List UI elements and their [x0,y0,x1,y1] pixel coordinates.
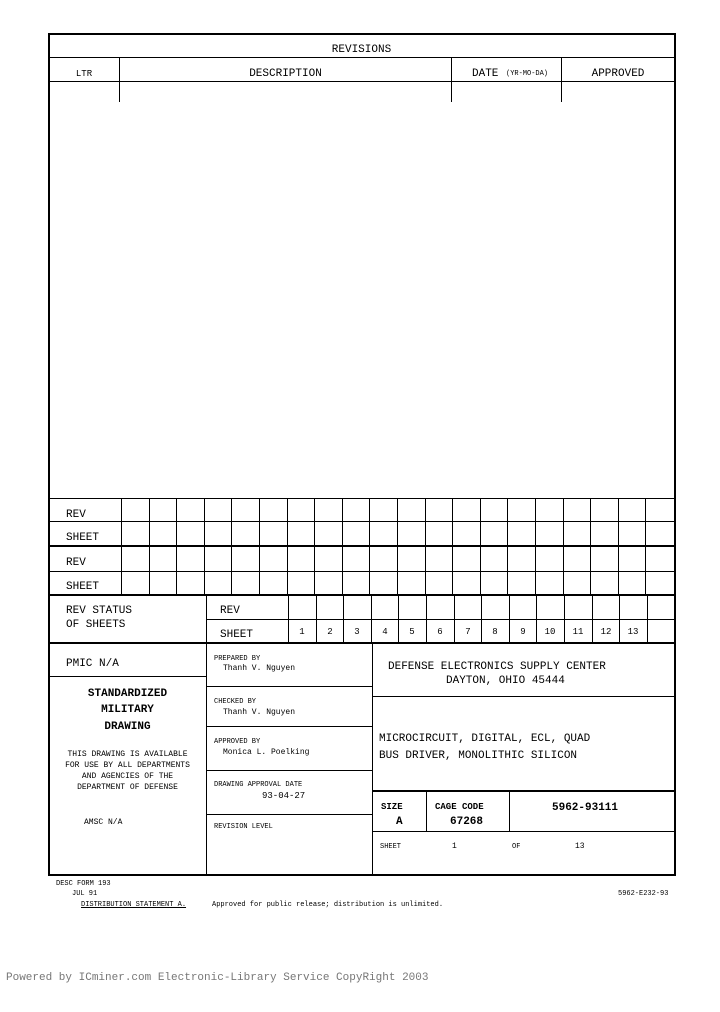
pmic-label: PMIC N/A [66,658,119,670]
approval-date-value: 93-04-27 [262,791,306,801]
of-label: OF [512,843,521,851]
rev-status-label: REV STATUS [66,605,133,617]
grid-column-rule [342,499,343,595]
col-approved-header: APPROVED [591,68,645,80]
cage-code-label: CAGE CODE [435,802,484,812]
status-sheet-number: 10 [544,627,556,637]
form-code: 5962-E232-93 [618,890,669,898]
prepared-by-name: Thanh V. Nguyen [223,664,296,673]
status-sheet-number: 4 [382,627,388,637]
drawing-number: 5962-93111 [552,802,619,814]
availability-text: FOR USE BY ALL DEPARTMENTS [65,761,190,770]
availability-text: THIS DRAWING IS AVAILABLE [67,750,188,759]
revisions-title: REVISIONS [331,44,392,56]
grid-column-rule [121,499,122,595]
size-label: SIZE [381,802,403,812]
standardized-title: STANDARDIZED [87,688,168,700]
sheet-label: SHEET [380,843,402,851]
status-sheet-number: 11 [572,627,584,637]
grid-column-rule [149,499,150,595]
status-sheet-label: SHEET [220,629,254,641]
status-sheet-number: 2 [327,627,333,637]
grid-column-rule [535,499,536,595]
grid-column-rule [314,499,315,595]
grid-column-rule [618,499,619,595]
grid-column-rule [369,499,370,595]
grid-column-rule [563,499,564,595]
grid-column-rule [425,499,426,595]
status-sheet-number: 13 [627,627,639,637]
status-sheet-number: 6 [437,627,443,637]
grid-row-label: REV [66,509,86,521]
grid-column-rule [231,499,232,595]
approval-date-label: DRAWING APPROVAL DATE [214,781,303,789]
distribution-label: DISTRIBUTION STATEMENT A. [81,901,187,909]
form-number: DESC FORM 193 [56,880,111,888]
grid-column-rule [452,499,453,595]
prepared-by-label: PREPARED BY [214,655,261,663]
distribution-text: Approved for public release; distribution is unlimited. [212,901,444,909]
status-sheet-number: 3 [354,627,360,637]
drawing-title-line: MICROCIRCUIT, DIGITAL, ECL, QUAD [379,733,591,745]
grid-column-rule [176,499,177,595]
grid-column-rule [287,499,288,595]
drawing-title-line: BUS DRIVER, MONOLITHIC SILICON [379,750,578,762]
col-description-header: DESCRIPTION [249,68,322,80]
of-value: 13 [575,842,585,851]
military-title: MILITARY [101,704,154,716]
status-sheet-number: 8 [492,627,498,637]
grid-column-rule [590,499,591,595]
grid-column-rule [397,499,398,595]
availability-text: DEPARTMENT OF DEFENSE [77,783,178,792]
col-date-header: DATE [472,68,499,80]
status-sheet-number: 1 [299,627,305,637]
status-column-rule [647,595,648,643]
col-date-format: (YR-MO-DA) [506,70,549,78]
sheet-value: 1 [452,842,457,851]
agency-address: DAYTON, OHIO 45444 [446,675,565,687]
grid-row-label: SHEET [66,581,100,593]
agency-name: DEFENSE ELECTRONICS SUPPLY CENTER [388,661,606,673]
status-sheet-number: 9 [520,627,526,637]
status-sheet-number: 12 [600,627,612,637]
revision-level-label: REVISION LEVEL [214,823,273,831]
availability-text: AND AGENCIES OF THE [81,772,174,781]
grid-column-rule [507,499,508,595]
grid-row-label: REV [66,557,86,569]
status-sheet-number: 5 [409,627,415,637]
of-sheets-label: OF SHEETS [66,619,126,631]
approved-by-name: Monica L. Poelking [223,748,310,757]
grid-column-rule [480,499,481,595]
grid-row-label: SHEET [66,532,100,544]
form-date: JUL 91 [72,890,98,898]
size-value: A [396,816,403,828]
amsc-label: AMSC N/A [84,818,123,827]
status-rev-label: REV [220,605,240,617]
checked-by-name: Thanh V. Nguyen [223,708,296,717]
drawing-title-word: DRAWING [104,721,151,733]
grid-column-rule [645,499,646,595]
cage-code-value: 67268 [450,816,484,828]
status-sheet-number: 7 [465,627,471,637]
checked-by-label: CHECKED BY [214,698,257,706]
grid-column-rule [259,499,260,595]
watermark: Powered by ICminer.com Electronic-Library Service CopyRight 2003 [6,972,429,984]
grid-column-rule [204,499,205,595]
approved-by-label: APPROVED BY [214,738,261,746]
col-ltr-header: LTR [75,69,93,79]
